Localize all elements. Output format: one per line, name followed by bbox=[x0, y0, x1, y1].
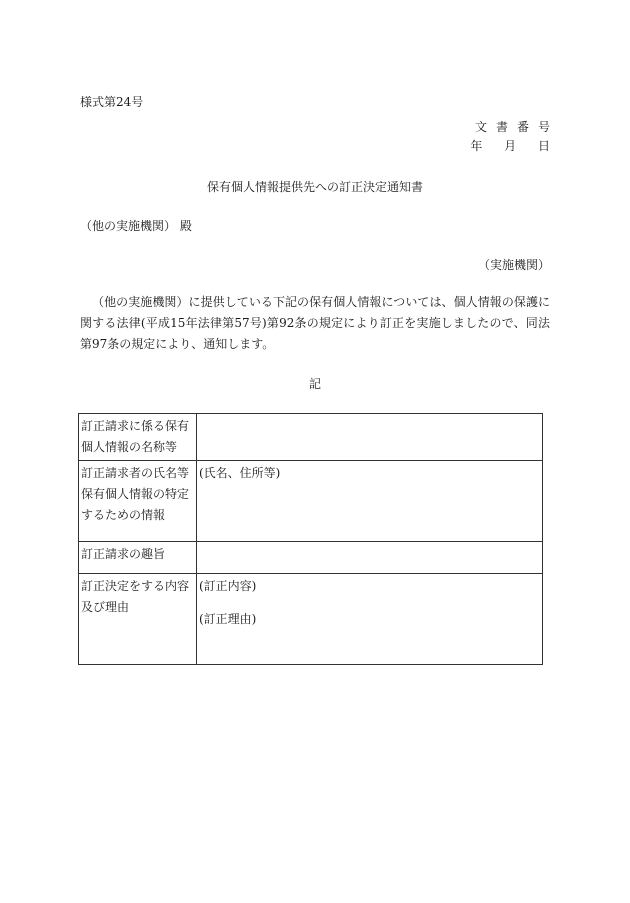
row-value: (氏名、住所等) bbox=[197, 461, 543, 542]
correction-content-label: (訂正内容) bbox=[199, 579, 257, 593]
table-row bbox=[79, 414, 543, 461]
document-number-label: 文書番号 bbox=[474, 120, 559, 134]
sender: （実施機関） bbox=[477, 258, 550, 272]
row-label: 訂正請求に係る保有個人情報の名称等 bbox=[79, 414, 197, 461]
record-heading: 記 bbox=[308, 377, 321, 391]
form-number: 様式第24号 bbox=[80, 95, 144, 109]
row-label: 訂正請求の趣旨 bbox=[79, 542, 197, 574]
row-label: 訂正請求者の氏名等保有個人情報の特定するための情報 bbox=[79, 461, 197, 542]
date-label: 年 月 日 bbox=[470, 139, 559, 153]
row-value bbox=[197, 574, 543, 665]
row-value bbox=[197, 414, 543, 461]
table-row bbox=[79, 574, 543, 665]
document-title: 保有個人情報提供先への訂正決定通知書 bbox=[206, 180, 423, 194]
addressee: （他の実施機関） 殿 bbox=[80, 219, 192, 233]
table-row bbox=[79, 461, 543, 542]
table-row bbox=[79, 542, 543, 574]
body-paragraph bbox=[80, 292, 550, 355]
row-label: 訂正決定をする内容及び理由 bbox=[79, 574, 197, 665]
body-text: （他の実施機関）に提供している下記の保有個人情報については、個人情報の保護に関する法律(平成15年法律第57号)第92条の規定により訂正を実施しましたので、同法第97条の規定により、通知します。 bbox=[80, 295, 550, 351]
correction-reason-label: (訂正理由) bbox=[199, 612, 257, 626]
detail-table bbox=[78, 413, 543, 665]
row-value bbox=[197, 542, 543, 574]
